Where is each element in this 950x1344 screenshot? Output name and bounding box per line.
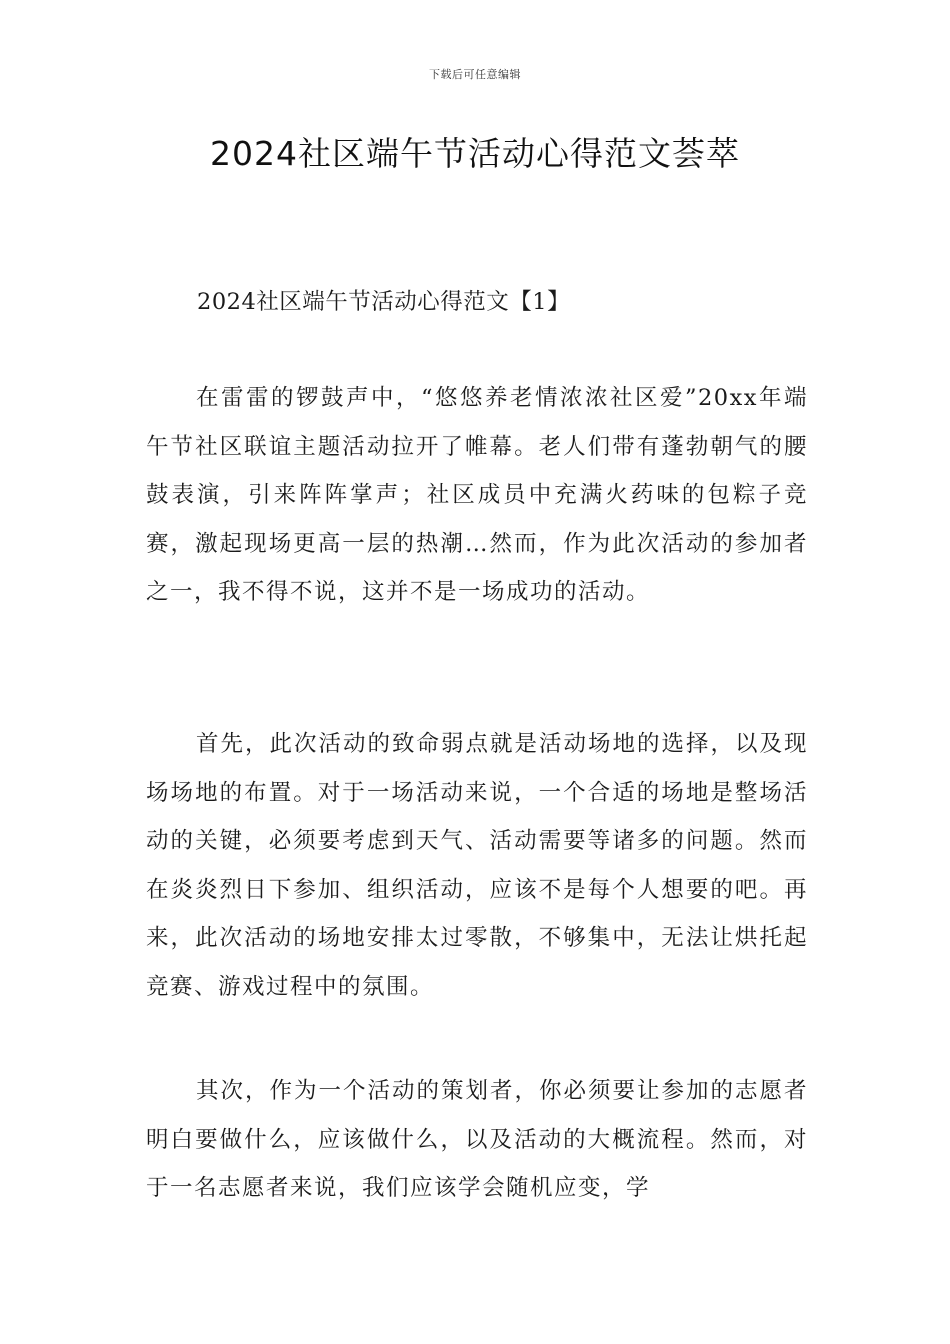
paragraph-2: 首先，此次活动的致命弱点就是活动场地的选择，以及现场场地的布置。对于一场活动来说，一个合适的场地是整场活动的关键，必须要考虑到天气、活动需要等诸多的问题。然而在炎炎烈日下参加、组织活动，应该不是每个人想要的吧。再来，此次活动的场地安排太过零散，不够集中，无法让烘托起竞赛、游戏过程中的氛围。 (146, 731, 808, 1000)
section-heading: 2024社区端午节活动心得范文【1】 (197, 289, 571, 315)
paragraph-1: 在雷雷的锣鼓声中，“悠悠养老情浓浓社区爱”20xx年端午节社区联谊主题活动拉开了帷幕。老人们带有蓬勃朝气的腰鼓表演，引来阵阵掌声；社区成员中充满火药味的包粽子竞赛，激起现场更高一层的热潮…然而，作为此次活动的参加者之一，我不得不说，这并不是一场成功的活动。 (146, 385, 808, 605)
header-note: 下载后可任意编辑 (429, 68, 521, 81)
document-title: 2024社区端午节活动心得范文荟萃 (210, 134, 740, 173)
paragraph-3: 其次，作为一个活动的策划者，你必须要让参加的志愿者明白要做什么，应该做什么，以及活动的大概流程。然而，对于一名志愿者来说，我们应该学会随机应变，学 (146, 1078, 808, 1201)
